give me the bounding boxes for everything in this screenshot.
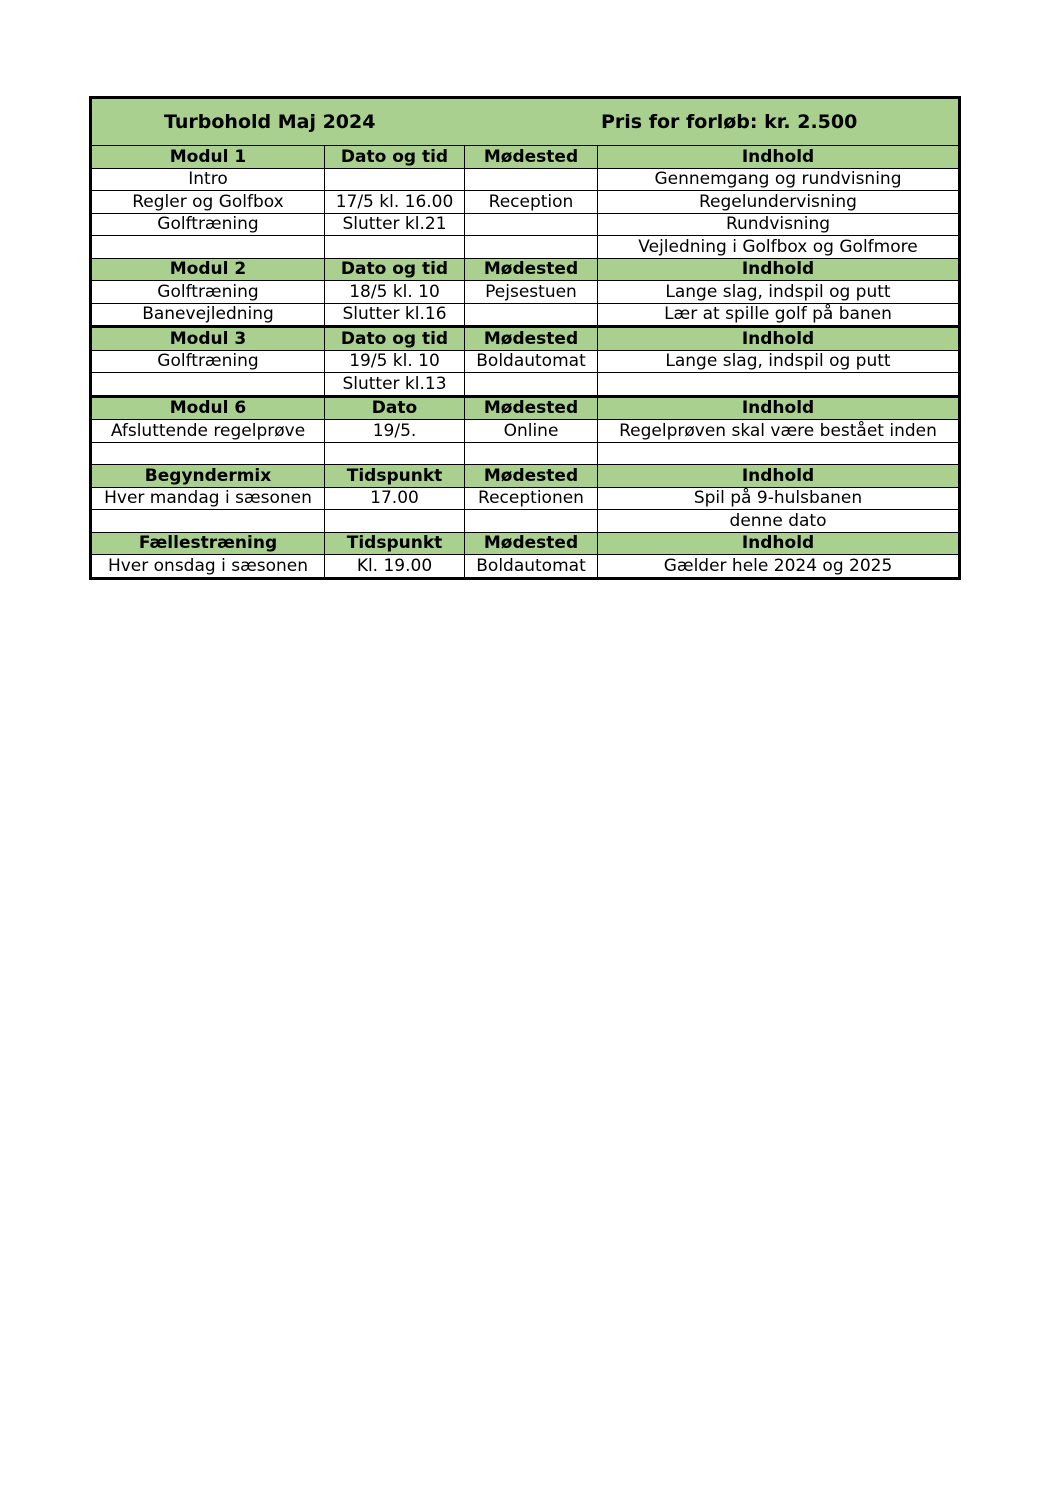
header-cell-time: Dato og tid [325,258,465,281]
table-row [91,420,960,443]
header-cell-name: Begyndermix [91,465,325,488]
cell-name: Regler og Golfbox [91,191,325,214]
cell-content: Gennemgang og rundvisning [598,168,960,191]
table-row [91,303,960,327]
table-row [91,510,960,533]
cell-time: 17/5 kl. 16.00 [325,191,465,214]
cell-meeting-place [465,442,598,465]
cell-time [325,168,465,191]
table-row [91,350,960,373]
header-cell-content: Indhold [598,327,960,351]
title-cell [91,98,960,146]
cell-name [91,510,325,533]
header-cell-content: Indhold [598,532,960,555]
cell-name: Afsluttende regelprøve [91,420,325,443]
cell-meeting-place: Boldautomat [465,350,598,373]
cell-content: Gælder hele 2024 og 2025 [598,555,960,579]
header-cell-content: Indhold [598,258,960,281]
header-cell-time: Dato og tid [325,327,465,351]
header-cell-meeting-place: Mødested [465,146,598,169]
cell-name: Intro [91,168,325,191]
cell-meeting-place [465,303,598,327]
table-row [91,281,960,304]
header-cell-time: Dato og tid [325,146,465,169]
cell-name [91,373,325,397]
cell-time: 17.00 [325,487,465,510]
cell-content: Vejledning i Golfbox og Golfmore [598,236,960,259]
header-cell-meeting-place: Mødested [465,396,598,420]
section-header-row [91,532,960,555]
cell-time: 18/5 kl. 10 [325,281,465,304]
cell-content: Regelundervisning [598,191,960,214]
table-row [91,236,960,259]
section-header-row [91,146,960,169]
cell-meeting-place: Receptionen [465,487,598,510]
header-cell-meeting-place: Mødested [465,327,598,351]
header-cell-name: Modul 2 [91,258,325,281]
table-row [91,487,960,510]
cell-name: Hver mandag i sæsonen [91,487,325,510]
cell-name: Golftræning [91,213,325,236]
cell-name [91,442,325,465]
header-cell-name: Fællestræning [91,532,325,555]
cell-time: 19/5 kl. 10 [325,350,465,373]
schedule-table [89,96,961,580]
cell-name [91,236,325,259]
section-header-row [91,396,960,420]
cell-name: Golftræning [91,350,325,373]
cell-content: Rundvisning [598,213,960,236]
cell-meeting-place: Online [465,420,598,443]
cell-content [598,373,960,397]
header-cell-time: Tidspunkt [325,532,465,555]
header-cell-name: Modul 1 [91,146,325,169]
cell-meeting-place [465,373,598,397]
cell-content: Regelprøven skal være bestået inden [598,420,960,443]
course-title: Turbohold Maj 2024 [164,111,376,133]
cell-name: Golftræning [91,281,325,304]
title-row [91,98,960,146]
cell-meeting-place [465,213,598,236]
cell-content [598,442,960,465]
table-row [91,373,960,397]
cell-meeting-place: Reception [465,191,598,214]
header-cell-time: Tidspunkt [325,465,465,488]
cell-name: Banevejledning [91,303,325,327]
cell-meeting-place [465,510,598,533]
header-cell-meeting-place: Mødested [465,532,598,555]
cell-content: Spil på 9-hulsbanen [598,487,960,510]
table-row [91,442,960,465]
cell-content: denne dato [598,510,960,533]
table-row [91,213,960,236]
cell-time: Kl. 19.00 [325,555,465,579]
header-cell-content: Indhold [598,396,960,420]
cell-time: Slutter kl.16 [325,303,465,327]
cell-time: 19/5. [325,420,465,443]
cell-content: Lange slag, indspil og putt [598,281,960,304]
section-header-row [91,465,960,488]
cell-time [325,442,465,465]
header-cell-content: Indhold [598,465,960,488]
table-row [91,191,960,214]
header-cell-content: Indhold [598,146,960,169]
header-cell-name: Modul 6 [91,396,325,420]
section-header-row [91,258,960,281]
cell-time [325,236,465,259]
table-row [91,555,960,579]
cell-content: Lær at spille golf på banen [598,303,960,327]
cell-time: Slutter kl.21 [325,213,465,236]
cell-content: Lange slag, indspil og putt [598,350,960,373]
course-price: Pris for forløb: kr. 2.500 [601,111,858,133]
cell-meeting-place [465,236,598,259]
header-cell-name: Modul 3 [91,327,325,351]
header-cell-meeting-place: Mødested [465,258,598,281]
cell-time [325,510,465,533]
cell-name: Hver onsdag i sæsonen [91,555,325,579]
table-row [91,168,960,191]
section-header-row [91,327,960,351]
cell-time: Slutter kl.13 [325,373,465,397]
header-cell-time: Dato [325,396,465,420]
header-cell-meeting-place: Mødested [465,465,598,488]
cell-meeting-place [465,168,598,191]
cell-meeting-place: Boldautomat [465,555,598,579]
cell-meeting-place: Pejsestuen [465,281,598,304]
